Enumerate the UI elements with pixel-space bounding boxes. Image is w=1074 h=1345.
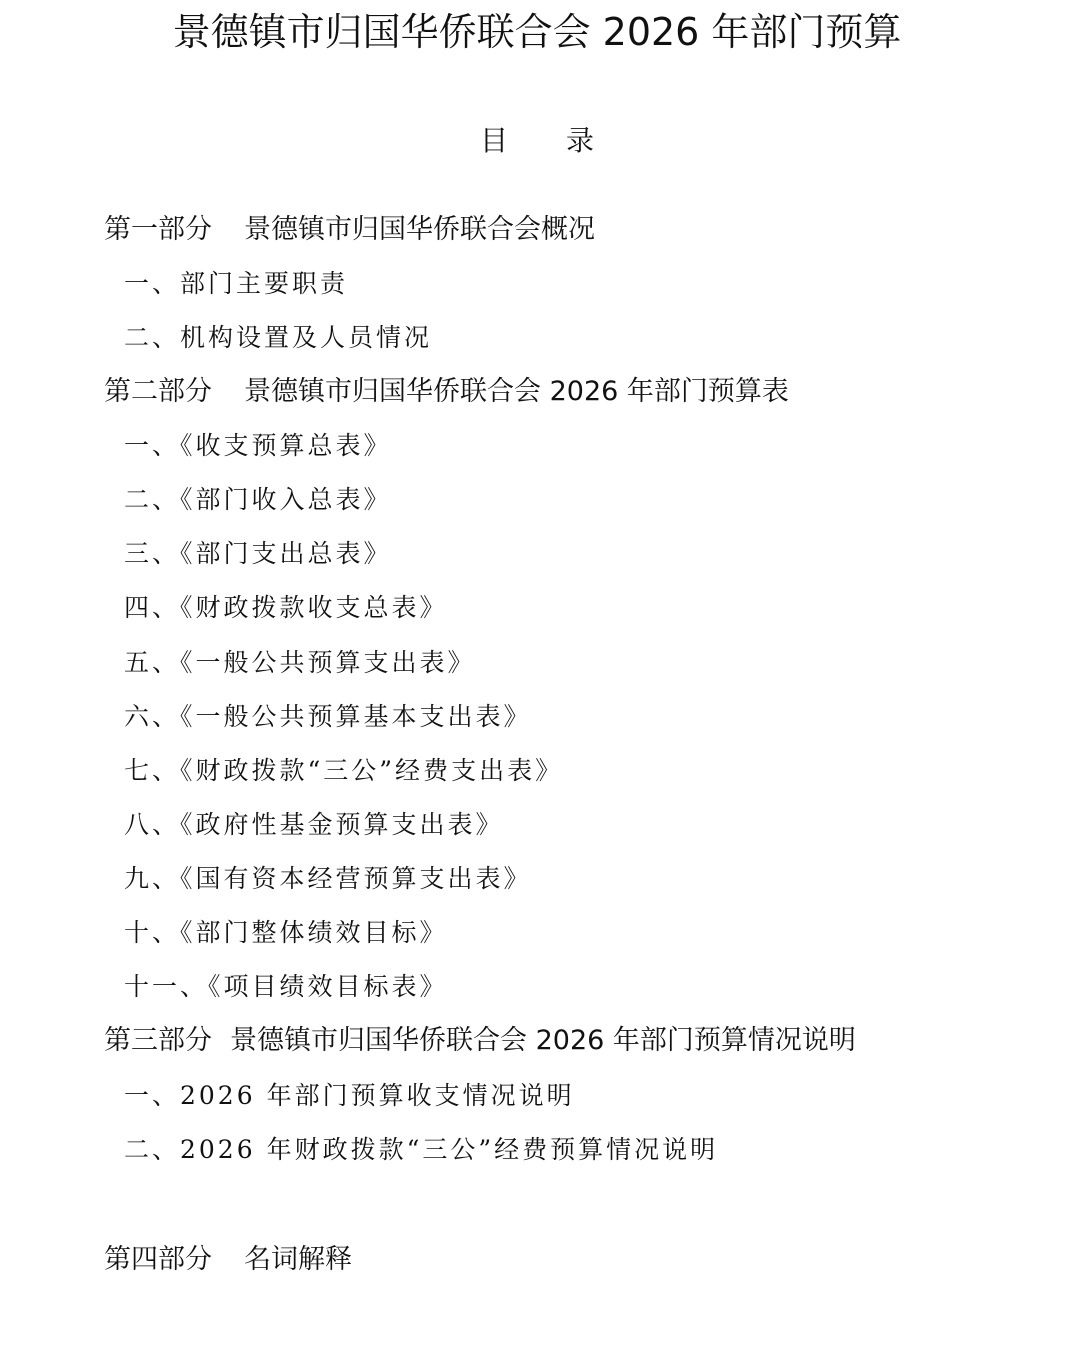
toc-item[interactable]: 二、机构设置及人员情况 bbox=[124, 323, 433, 352]
toc-item[interactable]: 一、2026 年部门预算收支情况说明 bbox=[124, 1081, 575, 1110]
toc-part-2-title: 景德镇市归国华侨联合会 2026 年部门预算表 bbox=[244, 376, 789, 407]
toc-item[interactable]: 五、《一般公共预算支出表》 bbox=[124, 648, 476, 677]
toc-part-3-label: 第三部分 bbox=[104, 1025, 212, 1056]
toc-item[interactable]: 三、《部门支出总表》 bbox=[124, 539, 392, 568]
toc-part-1-label: 第一部分 bbox=[104, 214, 212, 245]
toc-part-1-title: 景德镇市归国华侨联合会概况 bbox=[244, 214, 595, 245]
toc-part-2-label: 第二部分 bbox=[104, 376, 212, 407]
document-title: 景德镇市归国华侨联合会 2026 年部门预算 bbox=[172, 10, 902, 54]
toc-item[interactable]: 一、部门主要职责 bbox=[124, 269, 349, 298]
toc-heading-char-1: 目 bbox=[479, 124, 508, 157]
toc-item[interactable]: 七、《财政拨款“三公”经费支出表》 bbox=[124, 756, 564, 785]
toc-item[interactable]: 十一、《项目绩效目标表》 bbox=[124, 972, 448, 1001]
toc-item[interactable]: 六、《一般公共预算基本支出表》 bbox=[124, 702, 532, 731]
toc-item[interactable]: 八、《政府性基金预算支出表》 bbox=[124, 810, 504, 839]
toc-part-4[interactable] bbox=[104, 1240, 352, 1280]
toc-item[interactable]: 九、《国有资本经营预算支出表》 bbox=[124, 864, 532, 893]
toc-heading-char-2: 录 bbox=[566, 124, 595, 157]
toc-part-1[interactable] bbox=[104, 210, 595, 250]
toc-part-3-title: 景德镇市归国华侨联合会 2026 年部门预算情况说明 bbox=[230, 1025, 856, 1056]
toc-item[interactable]: 一、《收支预算总表》 bbox=[124, 431, 392, 460]
toc-item[interactable]: 四、《财政拨款收支总表》 bbox=[124, 593, 448, 622]
toc-part-3[interactable] bbox=[104, 1021, 856, 1061]
toc-part-2[interactable] bbox=[104, 372, 789, 412]
toc-item[interactable]: 二、《部门收入总表》 bbox=[124, 485, 392, 514]
toc-part-4-label: 第四部分 bbox=[104, 1244, 212, 1275]
toc-part-4-title: 名词解释 bbox=[244, 1244, 352, 1275]
toc-item[interactable]: 十、《部门整体绩效目标》 bbox=[124, 918, 448, 947]
toc-item[interactable]: 二、2026 年财政拨款“三公”经费预算情况说明 bbox=[124, 1135, 719, 1164]
toc-heading bbox=[0, 121, 1074, 161]
